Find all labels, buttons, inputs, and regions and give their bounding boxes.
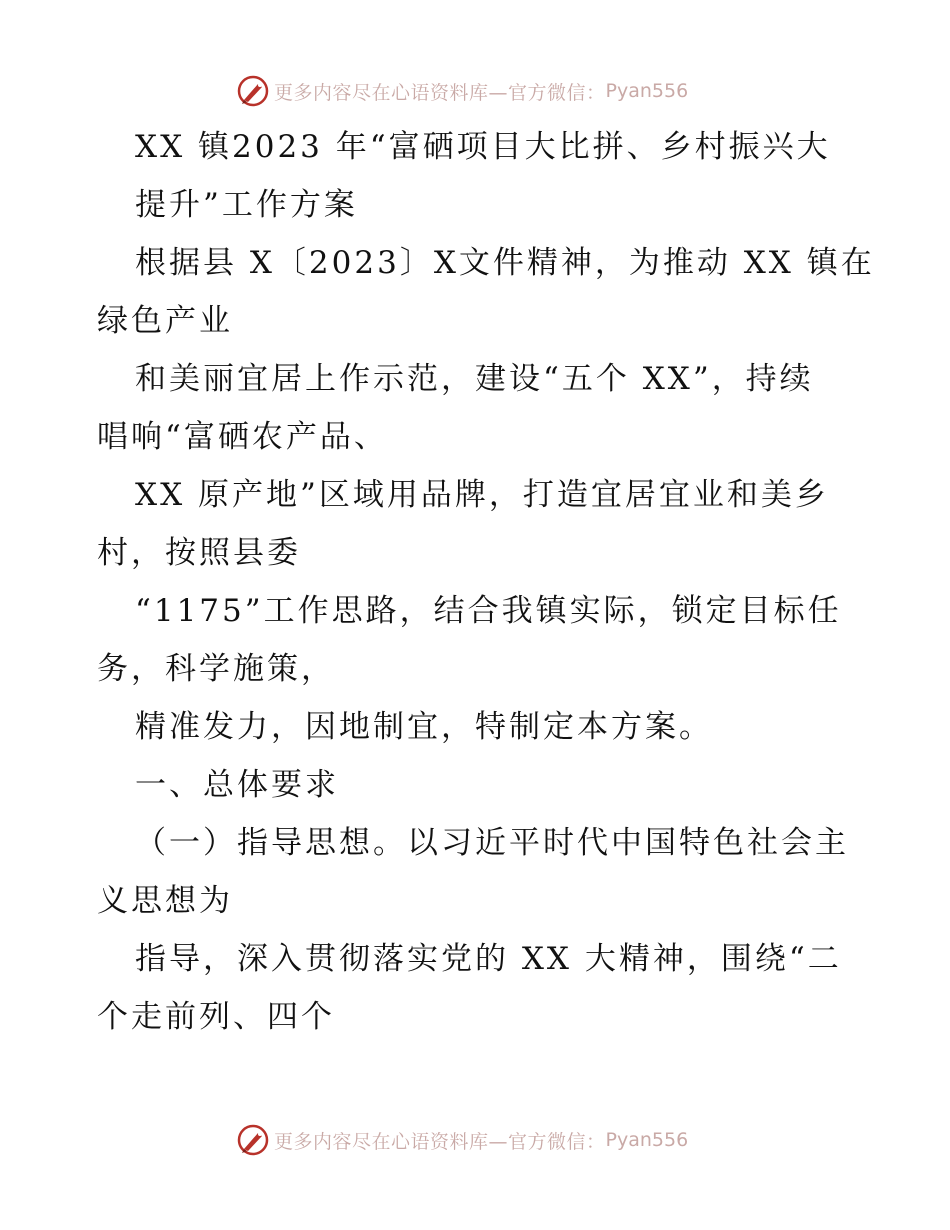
document-line: 义思想为 [97,883,233,919]
document-line: XX 镇2023 年“富硒项目大比拼、乡村振兴大 [135,129,831,165]
header-watermark [236,71,688,111]
watermark-handle: Pyan556 [605,1129,689,1151]
document-line: 指导，深入贯彻落实党的 XX 大精神，围绕“二 [135,941,842,977]
document-line: 个走前列、四个 [97,999,335,1035]
footer-watermark [236,1120,688,1160]
document-line: 唱响“富硒农产品、 [97,419,388,455]
document-line: “1175”工作思路，结合我镇实际，锁定目标任 [135,593,842,629]
document-body [97,118,875,1046]
document-line: 村，按照县委 [97,535,301,571]
watermark-text: 更多内容尽在心语资料库—官方微信： [274,81,606,104]
document-line: （一）指导思想。以习近平时代中国特色社会主 [135,825,849,861]
watermark-handle: Pyan556 [605,80,689,102]
document-line: 提升”工作方案 [135,187,358,223]
document-line: 精准发力，因地制宜，特制定本方案。 [135,709,713,745]
document-line: 一、总体要求 [135,767,339,803]
watermark-text: 更多内容尽在心语资料库—官方微信： [274,1130,606,1153]
document-line: XX 原产地”区域用品牌，打造宜居宜业和美乡 [135,477,829,513]
pen-logo-icon [236,74,270,108]
pen-logo-icon [236,1123,270,1157]
document-line: 绿色产业 [97,303,233,339]
document-line: 务，科学施策， [97,651,335,687]
document-line: 根据县 X〔2023〕X文件精神，为推动 XX 镇在 [135,245,875,281]
document-line: 和美丽宜居上作示范，建设“五个 XX”，持续 [135,361,814,397]
